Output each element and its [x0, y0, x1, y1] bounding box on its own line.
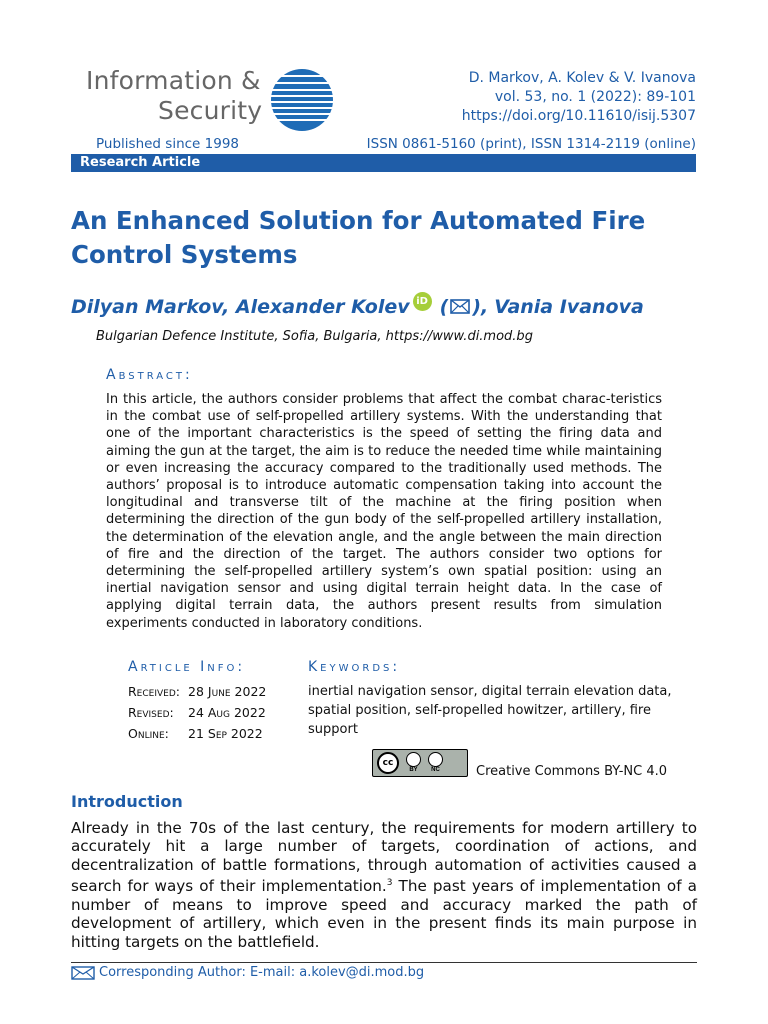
intro-text-part2: The past years of implementation of a number of means to improve speed and accuracy marked the path of development of artillery, which even in the present finds its main purpose in hitting targets on the battlefield.: [71, 877, 697, 951]
revised-label: Revised:: [128, 705, 174, 720]
author-names: Dilyan Markov, Alexander Kolev: [71, 295, 410, 318]
journal-logo-text: [86, 66, 262, 126]
logo-line2: Security: [158, 96, 263, 125]
orcid-icon[interactable]: iD: [413, 292, 432, 311]
affiliation: Bulgarian Defence Institute, Sofia, Bulgaria, https://www.di.mod.bg: [96, 329, 533, 344]
keywords-heading: Keywords:: [308, 659, 401, 675]
online-date: 21 Sep 2022: [188, 726, 263, 741]
received-row: [128, 681, 266, 702]
logo-line1: Information &: [86, 66, 261, 95]
published-since: Published since 1998: [96, 136, 240, 152]
publication-info: [462, 69, 696, 126]
authors-short: D. Markov, A. Kolev & V. Ivanova: [468, 70, 696, 86]
footer-rule: [71, 962, 697, 963]
article-dates: [128, 681, 266, 744]
abstract-heading: Abstract:: [106, 367, 193, 383]
person-icon: [406, 752, 421, 767]
by-label: BY: [409, 767, 418, 773]
mail-open-paren: (: [439, 295, 449, 318]
article-type-bar: Research Article: [71, 154, 696, 172]
cc-icon: cc: [377, 752, 399, 774]
introduction-heading: Introduction: [71, 792, 183, 811]
volume-info: vol. 53, no. 1 (2022): 89-101: [494, 89, 696, 105]
cc-license-badge[interactable]: [372, 749, 468, 777]
introduction-text: [71, 819, 697, 951]
by-group: [406, 752, 421, 774]
online-label: Online:: [128, 726, 169, 741]
envelope-icon: [71, 966, 95, 980]
license-text: Creative Commons BY-NC 4.0: [476, 764, 667, 779]
nc-group: [428, 752, 443, 774]
author-name-3: Vania Ivanova: [494, 295, 644, 318]
received-label: Received:: [128, 684, 180, 699]
keywords-text: inertial navigation sensor, digital terrain elevation data, spatial position, self-propelled howitzer, artillery, fire support: [308, 684, 672, 737]
issn: ISSN 0861-5160 (print), ISSN 1314-2119 (online): [366, 136, 696, 152]
noncommercial-icon: [428, 752, 443, 767]
paper-title: An Enhanced Solution for Automated Fire Control Systems: [71, 206, 646, 269]
online-row: [128, 723, 266, 744]
abstract-text: In this article, the authors consider problems that affect the combat charac-teristics in the combat use of self-propelled artillery systems. With the understanding that one of the important characteristics is the speed of setting the firing data and aiming the gun at the target, the aim is to reduce the needed time while maintaining or even increasing the accuracy compared to the traditionally used methods. The authors’ proposal is to introduce automatic compensation taking into account the longitudinal and transverse tilt of the machine at the firing position when determining the direction of the gun body of the self-propelled artillery installation, the determination of the elevation angle, and the angle between the main direction of fire and the direction of the target. The authors consider two options for determining the self-propelled artillery system’s own spatial position: using an inertial navigation sensor and using digital terrain height data. In the case of applying digital terrain data, the authors present results from simulation experiments conducted in laboratory conditions.: [106, 392, 662, 631]
reference-marker[interactable]: 3: [386, 878, 393, 889]
author-line: [71, 292, 644, 321]
doi-link[interactable]: https://doi.org/10.11610/isij.5307: [461, 108, 696, 124]
revised-row: [128, 702, 266, 723]
envelope-icon[interactable]: [450, 299, 470, 314]
journal-logo-icon: [270, 68, 334, 132]
corresponding-email[interactable]: Corresponding Author: E-mail: a.kolev@di.mod.bg: [99, 965, 425, 980]
received-date: 28 June 2022: [188, 684, 267, 699]
article-info-heading: Article Info:: [128, 659, 246, 675]
nc-label: NC: [431, 767, 440, 773]
intro-text-part1: Already in the 70s of the last century, the requirements for modern artillery to accurately hit a large number of targets, coordination of actions, and decentralization of battle formations, through automation of activities caused a search for ways of their implementation.: [71, 819, 697, 896]
corresponding-author: [71, 965, 424, 980]
revised-date: 24 Aug 2022: [188, 705, 266, 720]
mail-close-paren: ),: [472, 295, 489, 318]
